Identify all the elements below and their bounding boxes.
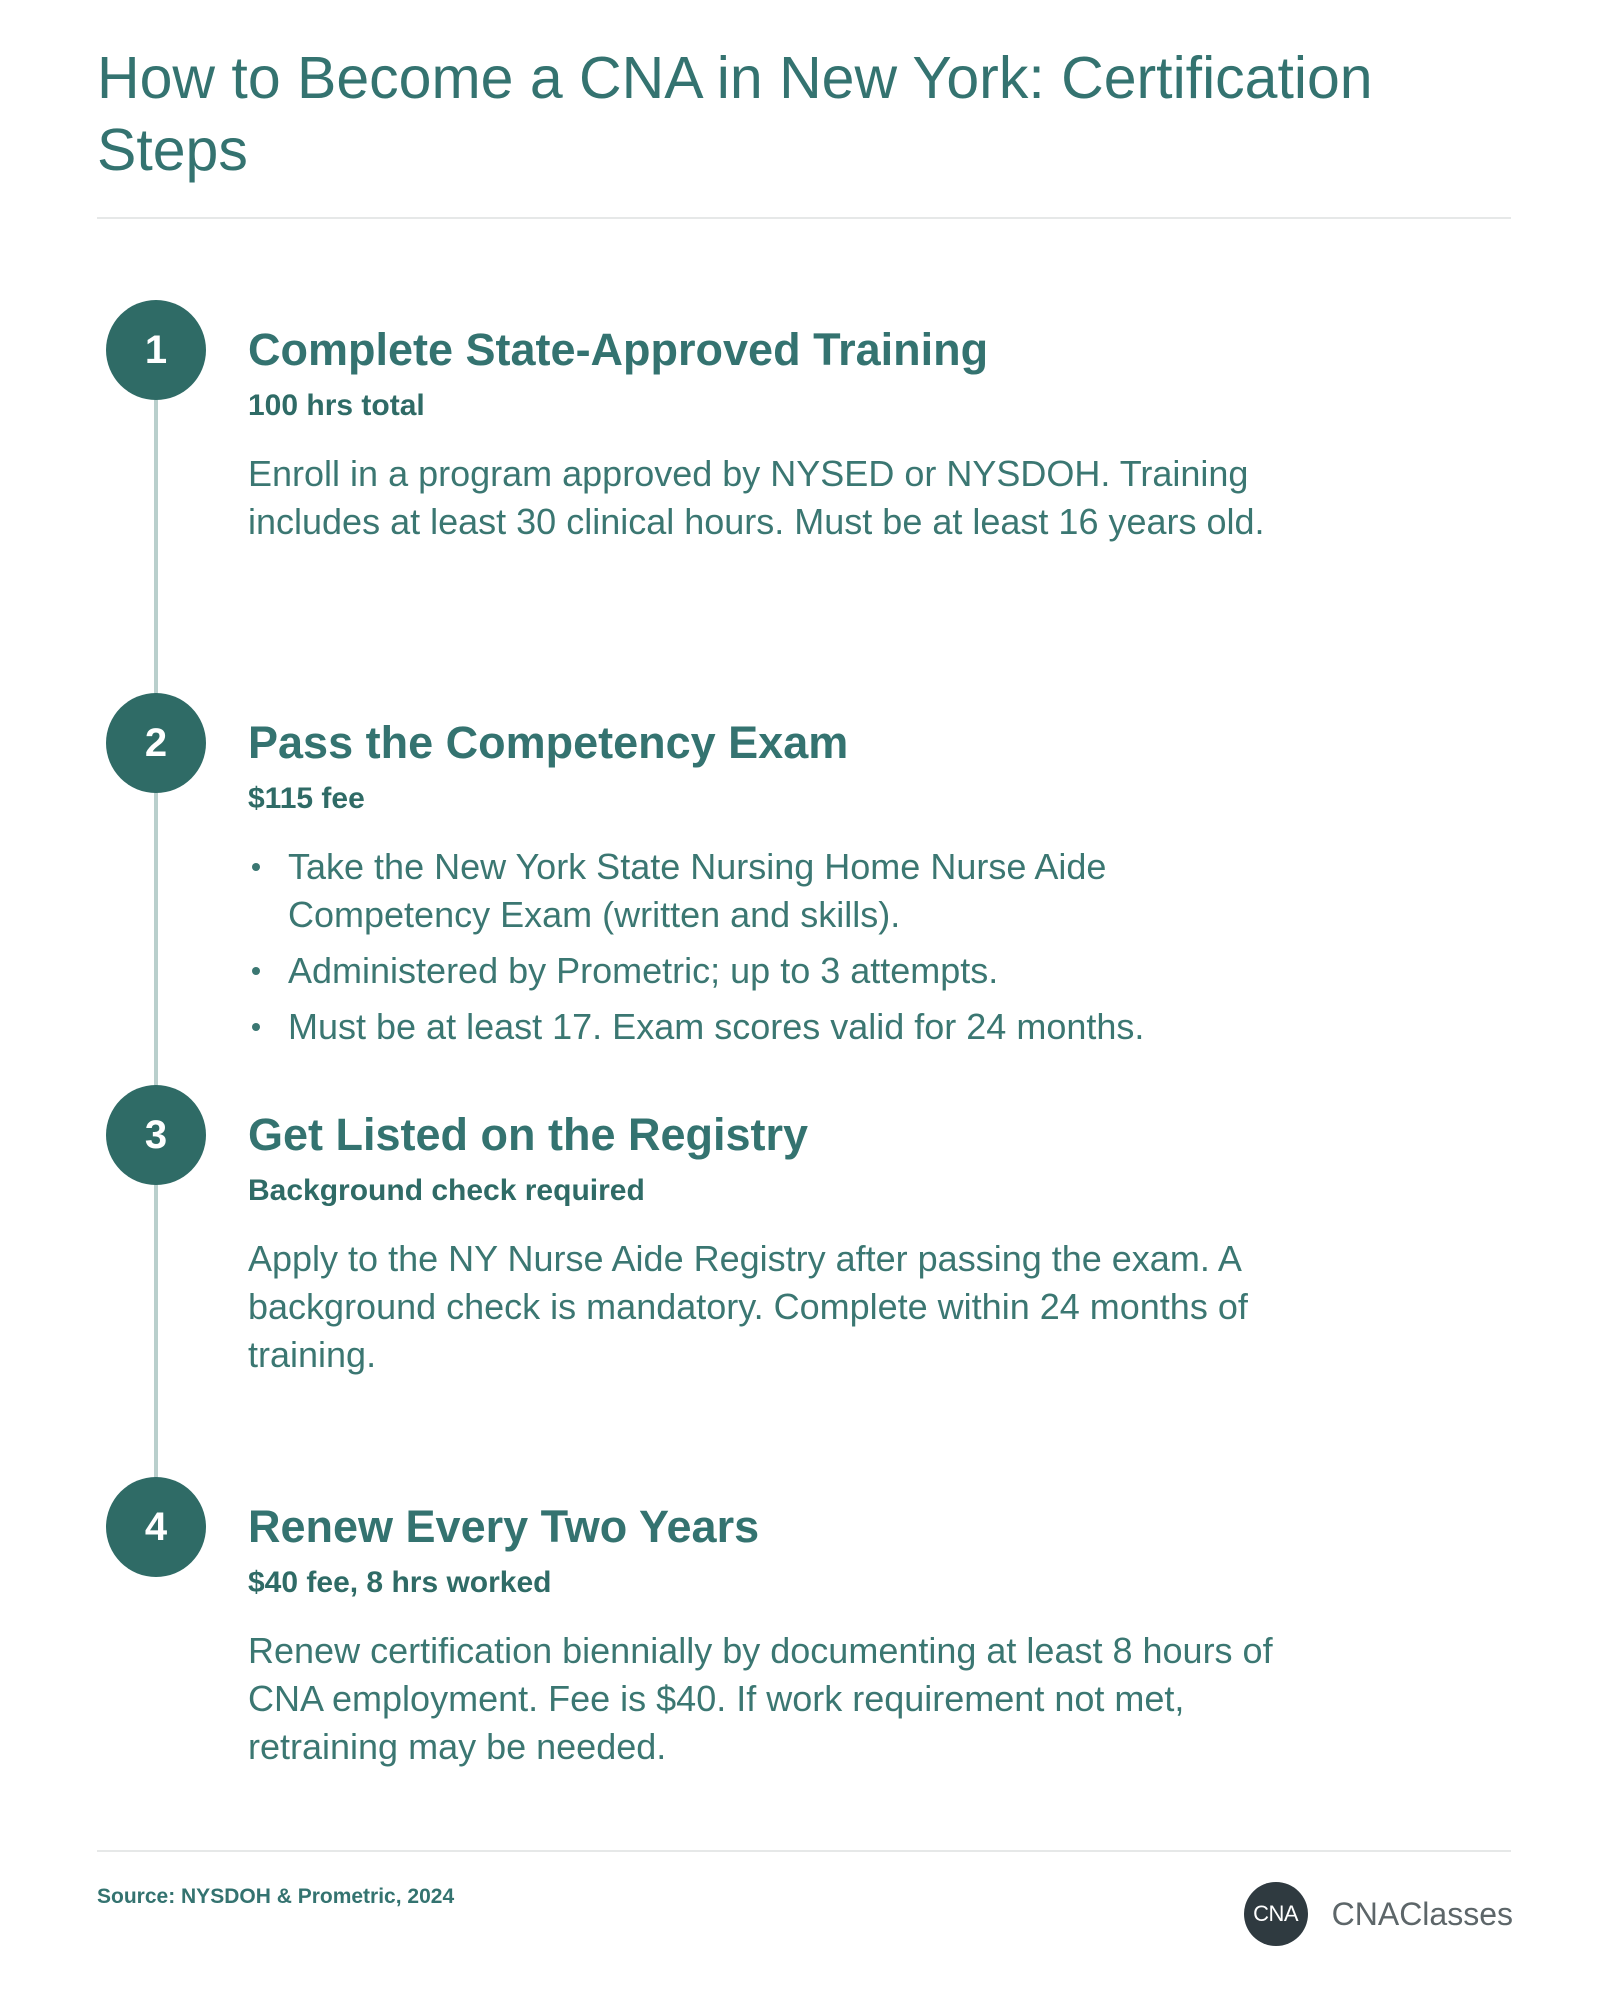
- header-divider: [97, 217, 1511, 219]
- bullet-icon: [252, 863, 260, 871]
- list-item: [248, 843, 1318, 939]
- list-item-text: Must be at least 17. Exam scores valid for 24 months.: [288, 1006, 1145, 1047]
- list-item-text: Take the New York State Nursing Home Nurse Aide Competency Exam (written and skills).: [288, 846, 1107, 935]
- list-item: [248, 947, 1318, 995]
- step-bullet-list: [248, 843, 1318, 1059]
- page-title: How to Become a CNA in New York: Certification Steps: [97, 45, 1373, 183]
- step-meta: $40 fee, 8 hrs worked: [248, 1566, 552, 1599]
- step-description: Enroll in a program approved by NYSED or NYSDOH. Training includes at least 30 clinical hours. Must be at least 16 years old.: [248, 453, 1265, 542]
- bullet-icon: [252, 1023, 260, 1031]
- step-meta: Background check required: [248, 1174, 645, 1207]
- step-meta: $115 fee: [248, 782, 365, 815]
- step-number-badge: 2: [106, 693, 206, 793]
- step-meta: 100 hrs total: [248, 389, 425, 422]
- step-description: Apply to the NY Nurse Aide Registry after passing the exam. A background check is mandatory. Complete within 24 months of training.: [248, 1238, 1248, 1375]
- step-title: Renew Every Two Years: [248, 1501, 760, 1552]
- source-credit: Source: NYSDOH & Prometric, 2024: [97, 1885, 455, 1908]
- step-title: Get Listed on the Registry: [248, 1109, 809, 1160]
- step-number-badge: 3: [106, 1085, 206, 1185]
- list-item-text: Administered by Prometric; up to 3 attempts.: [288, 950, 999, 991]
- bullet-icon: [252, 967, 260, 975]
- brand-name: CNAClasses: [1331, 1895, 1513, 1932]
- step-description: Renew certification biennially by documenting at least 8 hours of CNA employment. Fee is $40. If work requirement not met, retraining may be needed.: [248, 1630, 1273, 1767]
- step-title: Complete State-Approved Training: [248, 324, 989, 375]
- brand-lockup: [1244, 1882, 1513, 1946]
- step-title: Pass the Competency Exam: [248, 717, 849, 768]
- step-number-badge: 1: [106, 300, 206, 400]
- cna-logo-icon: CNA: [1244, 1882, 1308, 1946]
- list-item: [248, 1003, 1318, 1051]
- timeline-line: [154, 350, 158, 1525]
- step-number-badge: 4: [106, 1477, 206, 1577]
- footer-divider: [97, 1850, 1511, 1852]
